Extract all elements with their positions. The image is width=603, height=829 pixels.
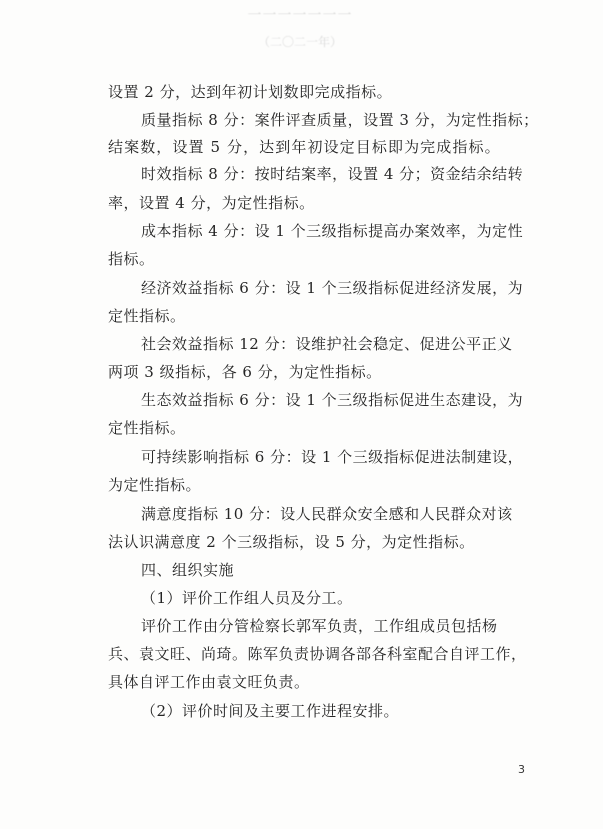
paragraph-line: 指标。 — [108, 250, 155, 268]
paragraph-line: 兵、袁文旺、尚琦。陈军负责协调各部各科室配合自评工作， — [108, 645, 527, 663]
paragraph-line: 定性指标。 — [108, 307, 186, 325]
subsection-heading: （2）评价时间及主要工作进程安排。 — [141, 702, 400, 720]
paragraph-line: 可持续影响指标 6 分：设 1 个三级指标促进法制建设， — [141, 448, 524, 466]
paragraph-line: 社会效益指标 12 分：设维护社会稳定、促进公平正义 — [141, 335, 513, 353]
paragraph-line: 法认识满意度 2 个三级指标，设 5 分，为定性指标。 — [108, 533, 475, 551]
paragraph-line: 满意度指标 10 分：设人民群众安全感和人民群众对该 — [141, 505, 513, 523]
paragraph-line: 两项 3 级指标，各 6 分，为定性指标。 — [108, 363, 382, 381]
subsection-heading: （1）评价工作组人员及分工。 — [141, 589, 353, 607]
section-heading: 四、组织实施 — [141, 561, 235, 579]
paragraph-line: 具体自评工作由袁文旺负责。 — [108, 673, 310, 691]
paragraph-line: 评价工作由分管检察长郭军负责，工作组成员包括杨 — [141, 617, 498, 635]
page-number: 3 — [518, 763, 525, 776]
bleed-header-line1: 一一一一一一一 — [247, 8, 353, 24]
paragraph-line: 时效指标 8 分：按时结案率，设置 4 分；资金结余结转 — [141, 165, 524, 183]
paragraph-line: 质量指标 8 分：案件评查质量，设置 3 分，为定性指标； — [141, 111, 539, 129]
paragraph-line: 定性指标。 — [108, 419, 186, 437]
paragraph-line: 经济效益指标 6 分：设 1 个三级指标促进经济发展，为 — [141, 279, 524, 297]
paragraph-line: 率，设置 4 分，为定性指标。 — [108, 194, 315, 212]
paragraph-line: 结案数，设置 5 分，达到年初设定目标即为完成指标。 — [108, 138, 501, 156]
paragraph-line: 为定性指标。 — [108, 476, 202, 494]
paragraph-line: 设置 2 分，达到年初计划数即完成指标。 — [108, 83, 393, 101]
paragraph-line: 成本指标 4 分：设 1 个三级指标提高办案效率，为定性 — [141, 222, 524, 240]
bleed-header-line2: （二〇二一年） — [257, 35, 342, 49]
paragraph-line: 生态效益指标 6 分：设 1 个三级指标促进生态建设，为 — [141, 391, 524, 409]
